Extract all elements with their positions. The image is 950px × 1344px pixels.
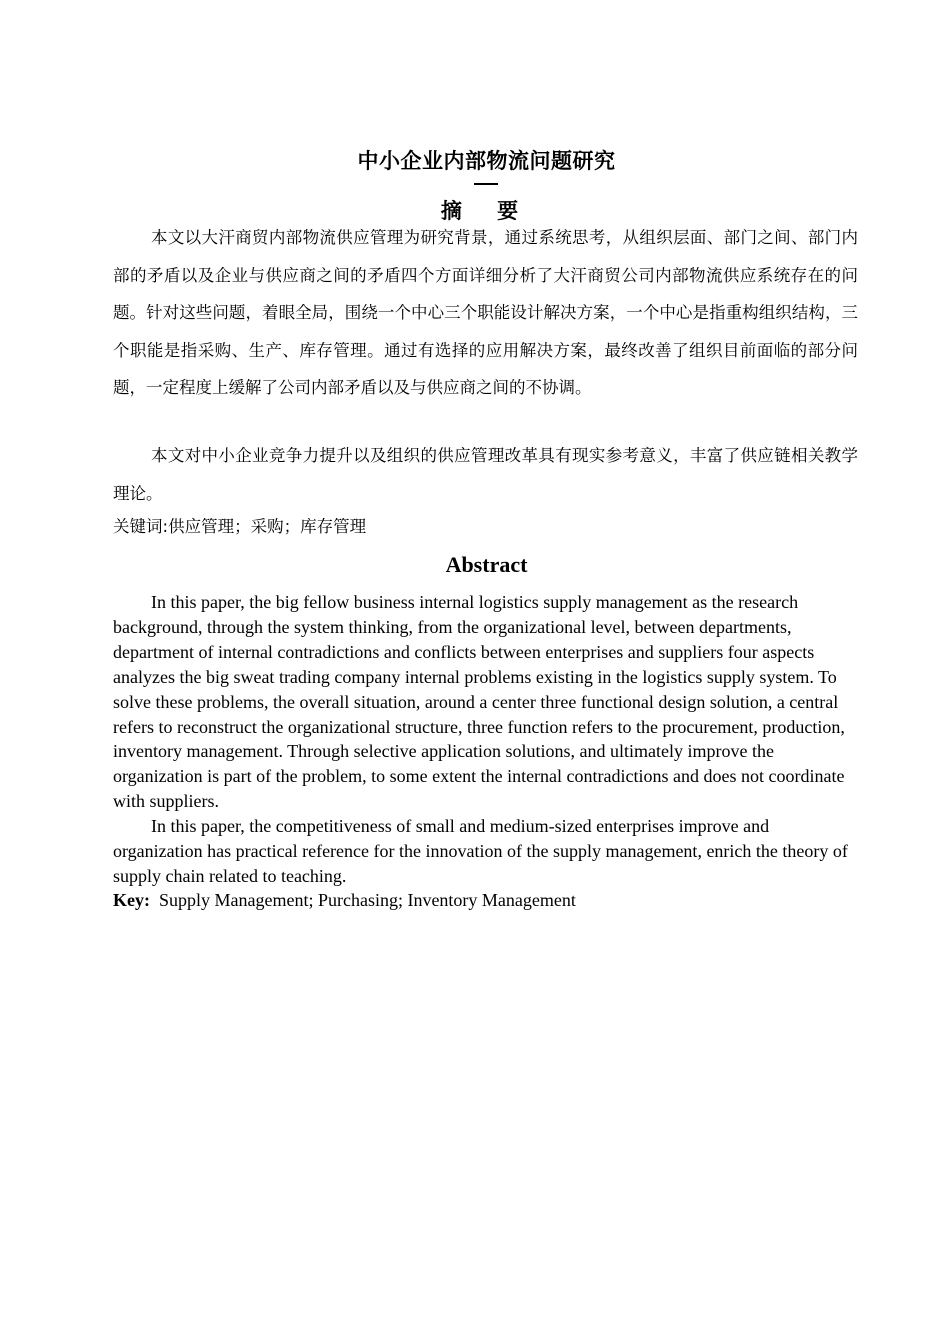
english-abstract-paragraph: In this paper, the big fellow business internal logistics supply management as the research background, through the system thinking, from the organizational level, between departments, department of internal contradictions and conflicts between enterprises and suppliers four aspects analyzes the big sweat trading company internal problems existing in the logistics supply system. To solve these problems, the overall situation, around a center three functional design solution, a central refers to reconstruct the organizational structure, three function refers to the procurement, production, inventory management. Through selective application solutions, and ultimately improve the organization is part of the problem, to some extent the internal contradictions and does not coordinate with suppliers. [113, 592, 845, 812]
chinese-keywords [113, 513, 858, 541]
english-keywords-value: Supply Management; Purchasing; Inventory Management [158, 890, 576, 910]
chinese-abstract-heading: 摘 要 [440, 199, 533, 223]
english-keywords-label: Key: [113, 890, 150, 910]
chinese-abstract-paragraph: 本文以大汗商贸内部物流供应管理为研究背景，通过系统思考，从组织层面、部门之间、部门内部的矛盾以及企业与供应商之间的矛盾四个方面详细分析了大汗商贸公司内部物流供应系统存在的问题。针对这些问题，着眼全局，围绕一个中心三个职能设计解决方案，一个中心是指重构组织结构，三个职能是指采购、生产、库存管理。通过有选择的应用解决方案，最终改善了组织目前面临的部分问题，一定程度上缓解了公司内部矛盾以及与供应商之间的不协调。 [113, 228, 858, 397]
chinese-abstract-paragraph: 本文对中小企业竞争力提升以及组织的供应管理改革具有现实参考意义，丰富了供应链相关教学理论。 [113, 446, 858, 503]
english-keywords [113, 888, 861, 913]
page-title: 中小企业内部物流问题研究 [357, 149, 616, 173]
english-abstract-heading: Abstract [445, 552, 528, 577]
chinese-keywords-value: 供应管理；采购；库存管理 [168, 517, 367, 536]
chinese-keywords-label: 关键词: [113, 517, 169, 536]
english-abstract-paragraph: In this paper, the competitiveness of small and medium-sized enterprises improve and organization has practical reference for the innovation of the supply management, enrich the theory of supply chain related to teaching. [113, 816, 848, 886]
title-dash-divider [474, 183, 498, 185]
